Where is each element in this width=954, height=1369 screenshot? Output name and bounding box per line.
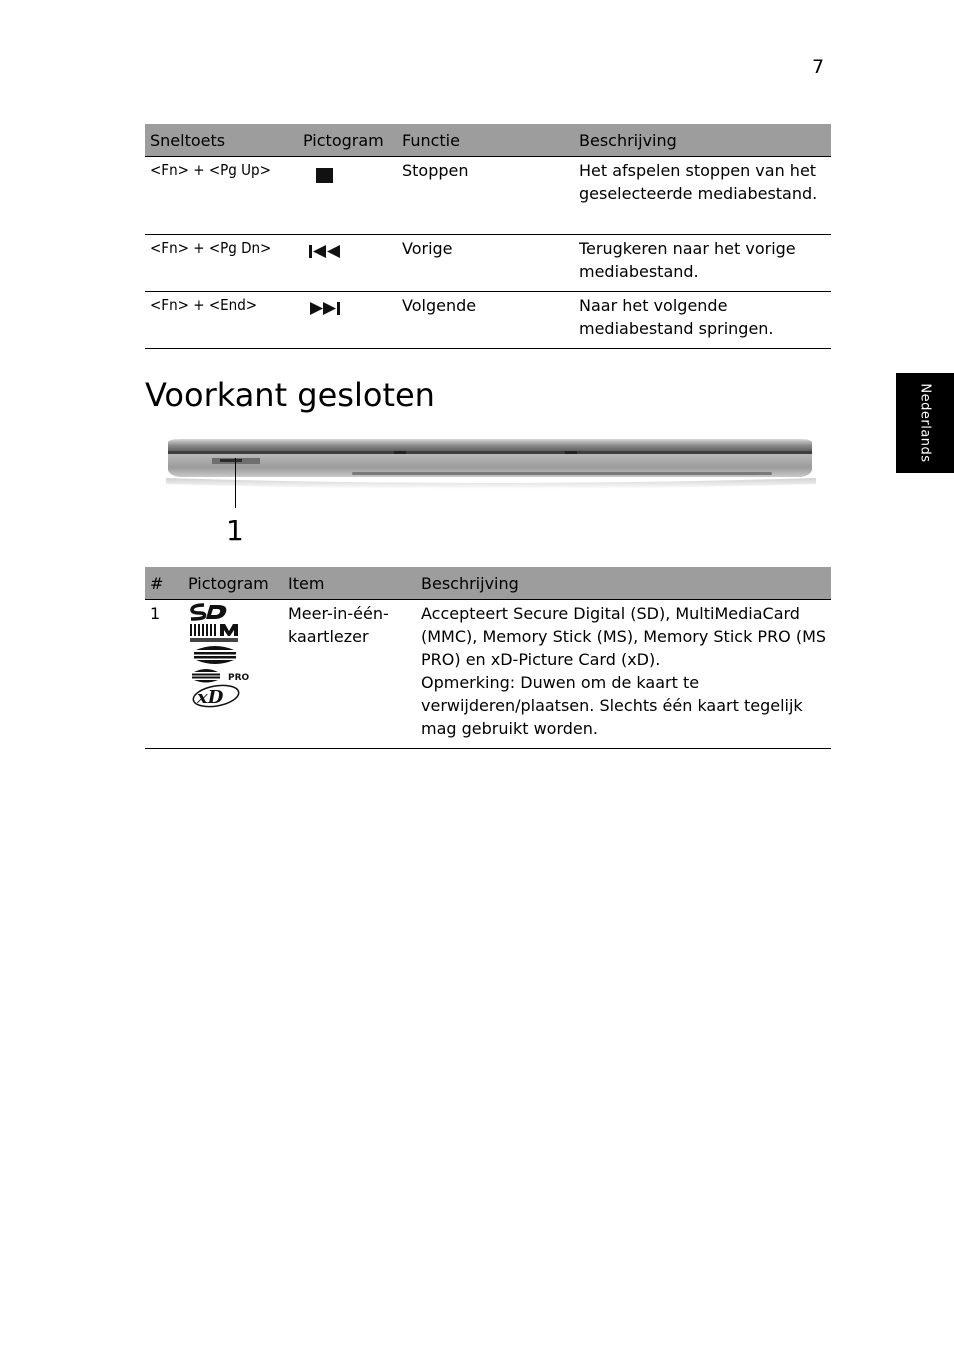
- icon-cell: [298, 235, 397, 292]
- function-cell: Volgende: [397, 292, 574, 349]
- svg-text:PRO: PRO: [228, 673, 250, 683]
- memory-stick-pro-icon: [188, 666, 254, 684]
- column-header: Beschrijving: [416, 567, 831, 600]
- section-title: Voorkant gesloten: [145, 376, 435, 414]
- xd-card-icon: [188, 684, 242, 708]
- column-header: Pictogram: [298, 124, 397, 157]
- hotkey-table: [145, 124, 831, 349]
- table-row: [145, 600, 831, 749]
- svg-text:xD: xD: [197, 687, 224, 708]
- column-header: Sneltoets: [145, 124, 298, 157]
- language-tab-label: Nederlands: [917, 383, 933, 463]
- hotkey-cell: <Fn> + <Pg Dn>: [145, 235, 298, 292]
- table-header-row: [145, 124, 831, 157]
- callout-number: 1: [226, 514, 244, 547]
- column-header: Functie: [397, 124, 574, 157]
- column-header: Beschrijving: [574, 124, 831, 157]
- previous-track-icon: [303, 237, 349, 263]
- column-header: Item: [283, 567, 416, 600]
- description-cell: Terugkeren naar het vorige mediabestand.: [574, 235, 831, 292]
- item-cell: Meer-in-één-kaartlezer: [283, 600, 416, 749]
- icon-cell: [183, 600, 283, 749]
- description-cell: Naar het volgende mediabestand springen.: [574, 292, 831, 349]
- column-header: #: [145, 567, 183, 600]
- card-reader-table: [145, 567, 831, 749]
- table-header-row: [145, 567, 831, 600]
- stop-icon: [303, 159, 343, 185]
- function-cell: Vorige: [397, 235, 574, 292]
- note-label: Opmerking:: [421, 673, 516, 692]
- table-row: [145, 157, 831, 235]
- language-tab: [896, 373, 954, 473]
- hotkey-cell: <Fn> + <Pg Up>: [145, 157, 298, 235]
- description-cell: Het afspelen stoppen van het geselecteerde mediabestand.: [574, 157, 831, 235]
- sd-card-icon: [188, 602, 238, 622]
- column-header: Pictogram: [183, 567, 283, 600]
- function-cell: Stoppen: [397, 157, 574, 235]
- laptop-front-closed-illustration: [160, 436, 820, 496]
- icon-cell: [298, 292, 397, 349]
- table-row: [145, 292, 831, 349]
- hotkey-cell: <Fn> + <End>: [145, 292, 298, 349]
- table-row: [145, 235, 831, 292]
- note: [421, 671, 827, 740]
- number-cell: 1: [145, 600, 183, 749]
- callout-line: [235, 458, 236, 508]
- multimediacard-icon: [188, 622, 242, 644]
- description-cell: [416, 600, 831, 749]
- note-text: Duwen om de kaart te verwijderen/plaatsen. Slechts één kaart tegelijk mag gebruikt worden.: [421, 673, 803, 738]
- description-text: Accepteert Secure Digital (SD), MultiMediaCard (MMC), Memory Stick (MS), Memory Stick PRO (MS PRO) en xD-Picture Card (xD).: [421, 604, 827, 669]
- page-number: 7: [812, 56, 825, 78]
- memory-stick-icon: [188, 644, 242, 666]
- icon-cell: [298, 157, 397, 235]
- next-track-icon: [303, 294, 349, 320]
